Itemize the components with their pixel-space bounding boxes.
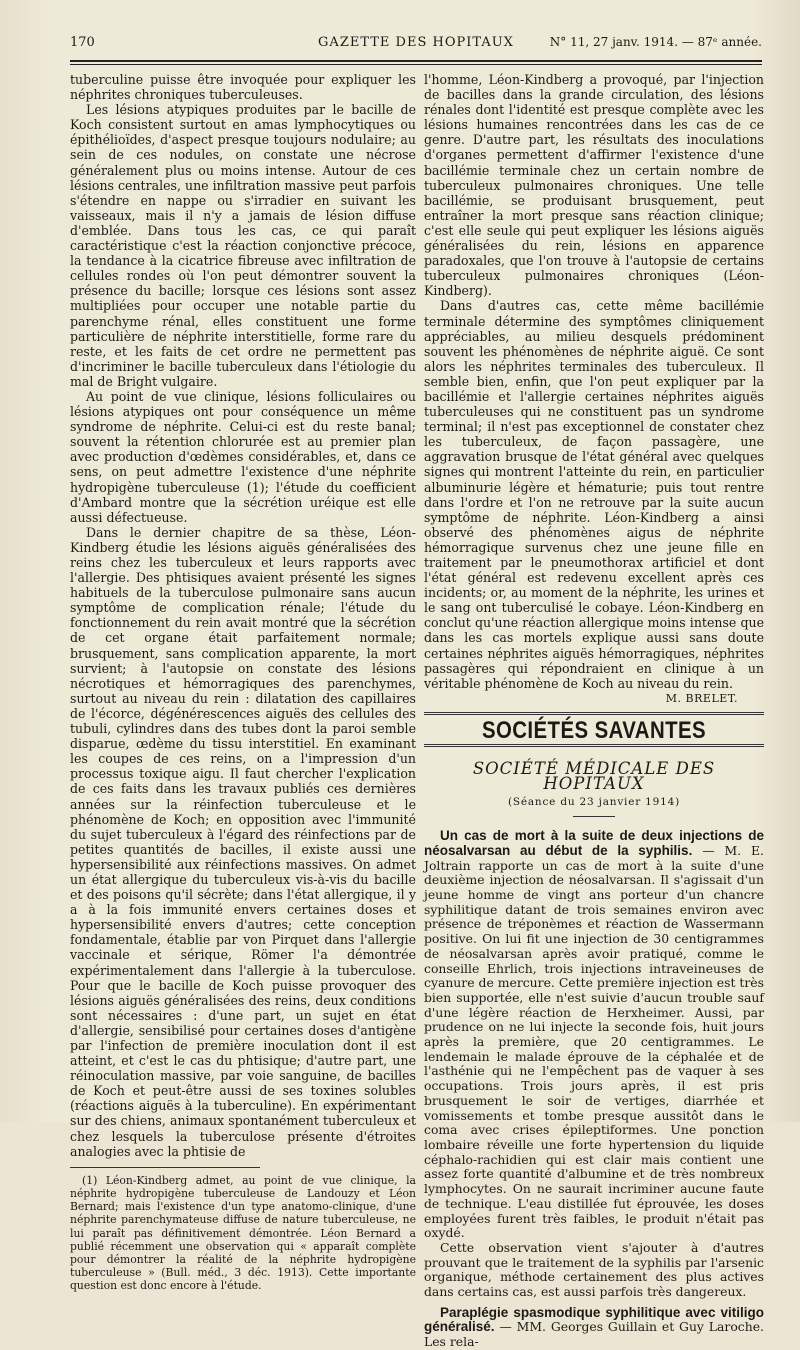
journal-title: GAZETTE DES HOPITAUX (318, 35, 514, 50)
paragraph: Dans le dernier chapitre de sa thèse, Léon-Kindberg étudie les lésions aiguës généralisées des reins chez les tuberculeux et leurs rapports avec l'allergie. Des phtisiques avaient présenté les signes habituels de la tuberculose pulmonaire sans aucun symptôme de complication rénale; l'étude du fonctionnement du rein avait montré que la sécrétion de cet organe était parfaitement normale; brusquement, sans complication apparente, la mort survient; à l'autopsie on constate des lésions nécrotiques et hémorragiques des parenchymes, surtout au niveau du rein : dilatation des capillaires de l'écorce, dégénérescences aiguës des cellules des tubuli, cylindres dans des tubes dont la paroi semble disparue, œdème du tissu interstitiel. En examinant les coupes de ces reins, on a l'impression d'un processus toxique aigu. Il faut chercher l'explication de ces faits dans les travaux publiés ces dernières années sur la réinfection tuberculeuse et le phénomène de Koch; en opposition avec l'immunité du sujet tuberculeux à l'égard des réinfections par de petites quantités de bacilles, il existe aussi une hypersensibilité aux réinfections massives. On admet un état allergique du tuberculeux vis-à-vis du bacille et des poisons qu'il sécrète; dans l'état allergique, il y a à la fois immunité envers certaines doses et hypersensibilité envers d'autres; cette conception fondamentale, établie par von Pirquet dans l'allergie vaccinale et sérique, Römer l'a démontrée expérimentalement dans l'allergie à la tuberculose. Pour que le bacille de Koch puisse provoquer des lésions aiguës généralisées des reins, deux conditions sont nécessaires : d'une part, un sujet en état d'allergie, sensibilisé pour certaines doses d'antigène par l'infection de première inoculation dont il est atteint, et c'est le cas du phtisique; d'autre part, une réinoculation massive, par voie sanguine, de bacilles de Koch et peut-être aussi de ses toxines solubles (réactions aiguës à la tuberculine). En expérimentant sur des chiens, animaux spontanément tuberculeux et chez lesquels la tuberculose présente d'étroites analogies avec la phtisie de (70, 524, 416, 1159)
paragraph: l'homme, Léon-Kindberg a provoqué, par l'injection de bacilles dans la grande circulation, des lésions rénales dont l'identité est presque complète avec les lésions humaines rencontrées dans les cas de ce genre. D'autre part, les résultats des inoculations d'organes permettent d'affirmer l'existence d'une bacillémie terminale chez un certain nombre de tuberculeux pulmonaires chroniques. Une telle bacillémie, se produisant brusquement, peut entraîner la mort presque sans réaction clinique; c'est elle seule qui peut expliquer les lésions aiguës généralisées du rein, lésions en apparence paradoxales, que l'on trouve à l'autopsie de certains tuberculeux pulmonaires chroniques (Léon-Kindberg). (424, 72, 764, 299)
section-rule (424, 712, 764, 715)
running-header (70, 35, 762, 57)
communication-text: — MM. Georges Guillain et Guy Laroche. Les rela- (424, 1319, 764, 1350)
communication (424, 829, 764, 1350)
communication-text: — M. E. Joltrain rapporte un cas de mort à la suite d'une deuxième injection de néosalvarsan. Il s'agissait d'un jeune homme de vingt ans porteur d'un chancre syphilitique datant de trois semaines environ avec présence de tréponèmes et réaction de Wassermann positive. On lui fit une injection de 30 centigrammes de néosalvarsan après avoir pratiqué, comme le conseille Ehrlich, trois injections intraveineuses de cyanure de mercure. Cette première injection est très bien supportée, elle n'est suivie d'aucun trouble sauf d'une légère réaction de Herxheimer. Aussi, par prudence on ne lui injecte la seconde fois, huit jours après la première, que 20 centigrammes. Le lendemain le malade éprouve de la céphalée et de l'asthénie qui ne l'empêchent pas de vaquer à ses occupations. Trois jours après, il est pris brusquement le soir de vertiges, diarrhée et vomissements et tombe presque aussitôt dans le coma avec crises épileptiformes. Une ponction lombaire réveille une forte hypertension du liquide céphalo-rachidien qui est clair mais contient une assez forte quantité d'albumine et de très nombreux lymphocytes. On ne saurait incriminer aucune faute de technique. L'eau distillée fut éprouvée, les doses employées furent très faibles, le produit n'était pas oxydé. (424, 842, 764, 1241)
paragraph: Au point de vue clinique, lésions folliculaires ou lésions atypiques ont pour conséquence un même syndrome de néphrite. Celui-ci est du reste banal; souvent la rétention chlorurée est au premier plan avec production d'œdèmes considérables, et, dans ce sens, on peut admettre l'existence d'une néphrite hydropigène tuberculeuse (1); l'étude du coefficient d'Ambard montre que la sécrétion uréique est elle aussi défectueuse. (70, 388, 416, 525)
issue-info: N° 11, 27 janv. 1914. — 87ᵉ année. (549, 35, 762, 49)
short-rule (573, 816, 615, 817)
section-title: SOCIÉTÉS SAVANTES (481, 716, 707, 744)
left-column (70, 72, 416, 1293)
paragraph: tuberculine puisse être invoquée pour expliquer les néphrites chroniques tuberculeuses. (70, 72, 416, 103)
communication-title: Un cas de mort à la suite de deux injections de néosalvarsan au début de la syphilis. (424, 828, 764, 858)
communication-title: Paraplégie spasmodique syphilitique avec vitiligo généralisé. (424, 1304, 764, 1335)
seance-date: (Séance du 23 janvier 1914) (507, 796, 681, 809)
communication-text: Cette observation vient s'ajouter à d'autres prouvant que le traitement de la syphilis par l'arsenic organique, méthode certainement des plus actives dans certains cas, est aussi parfois très dangereux. (424, 1239, 764, 1300)
footnote (70, 1174, 416, 1293)
page-number: 170 (70, 35, 95, 50)
footnote-text: (1) Léon-Kindberg admet, au point de vue clinique, la néphrite hydropigène tuberculeuse de Landouzy et Léon Bernard; mais l'existence d'un type anatomo-clinique, d'une néphrite parenchymateuse diffuse de nature tuberculeuse, ne lui paraît pas définitivement démontrée. Léon Bernard a publié récemment une observation qui « apparaît complète pour démontrer la réalité de la néphrite hydropigène tuberculeuse » (Bull. méd., 3 déc. 1913). Cette importante question est donc encore à l'étude. (70, 1173, 416, 1293)
right-column (424, 72, 764, 1350)
paragraph: Les lésions atypiques produites par le bacille de Koch consistent surtout en amas lymphocytiques ou épithélioïdes, d'aspect presque toujours nodulaire; au sein de ces nodules, on constate une nécrose généralement plus ou moins intense. Autour de ces lésions centrales, une infiltration massive peut parfois s'étendre en nappe ou s'irradier en suivant les vaisseaux, mais il n'y a jamais de lésion diffuse d'emblée. Dans tous les cas, ce qui paraît caractéristique c'est la réaction conjonctive précoce, la tendance à la cicatrice fibreuse avec infiltration de cellules rondes où l'on peut démontrer souvent la présence du bacille; lorsque ces lésions sont assez multipliées pour occuper une notable partie du parenchyme rénal, elles constituent une forme particulière de néphrite interstitielle, forme rare du reste, et les faits de cet ordre ne permettent pas d'incriminer le bacille tuberculeux dans l'étiologie du mal de Bright vulgaire. (70, 102, 416, 389)
society-title: SOCIÉTÉ MÉDICALE DES HOPITAUX (472, 758, 716, 794)
footnote-rule (70, 1167, 260, 1168)
author-signature: M. BRELET. (665, 691, 738, 705)
paragraph: Dans d'autres cas, cette même bacillémie terminale détermine des symptômes cliniquement appréciables, au milieu desquels prédominent souvent les phénomènes de néphrite aiguë. Ce sont alors les néphrites terminales des tuberculeux. Il semble bien, enfin, que l'on peut expliquer par la bacillémie et l'allergie certaines néphrites aiguës tuberculeuses qui ne constituent pas un syndrome terminal; il n'est pas exceptionnel de constater chez les tuberculeux, de façon passagère, une aggravation brusque de l'état général avec quelques signes qui montrent l'atteinte du rein, en particulier albuminurie légère et hématurie; puis tout rentre dans l'ordre et l'on ne retrouve par la suite aucun symptôme de néphrite. Léon-Kindberg a ainsi observé des phénomènes aigus de néphrite hémorragique survenus chez une jeune fille en traitement par le pneumothorax artificiel et dont l'état général est redevenu excellent après ces incidents; or, au moment de la néphrite, les urines et le sang ont tuberculisé le cobaye. Léon-Kindberg en conclut qu'une réaction allergique moins intense que dans les cas mortels explique aussi sans doute certaines néphrites aiguës hémorragiques, néphrites passagères qui répondraient en clinique à un véritable phénomène de Koch au niveau du rein. (424, 298, 764, 691)
section-rule (424, 744, 764, 747)
header-rule (70, 60, 762, 62)
header-rule-thin (70, 64, 762, 65)
